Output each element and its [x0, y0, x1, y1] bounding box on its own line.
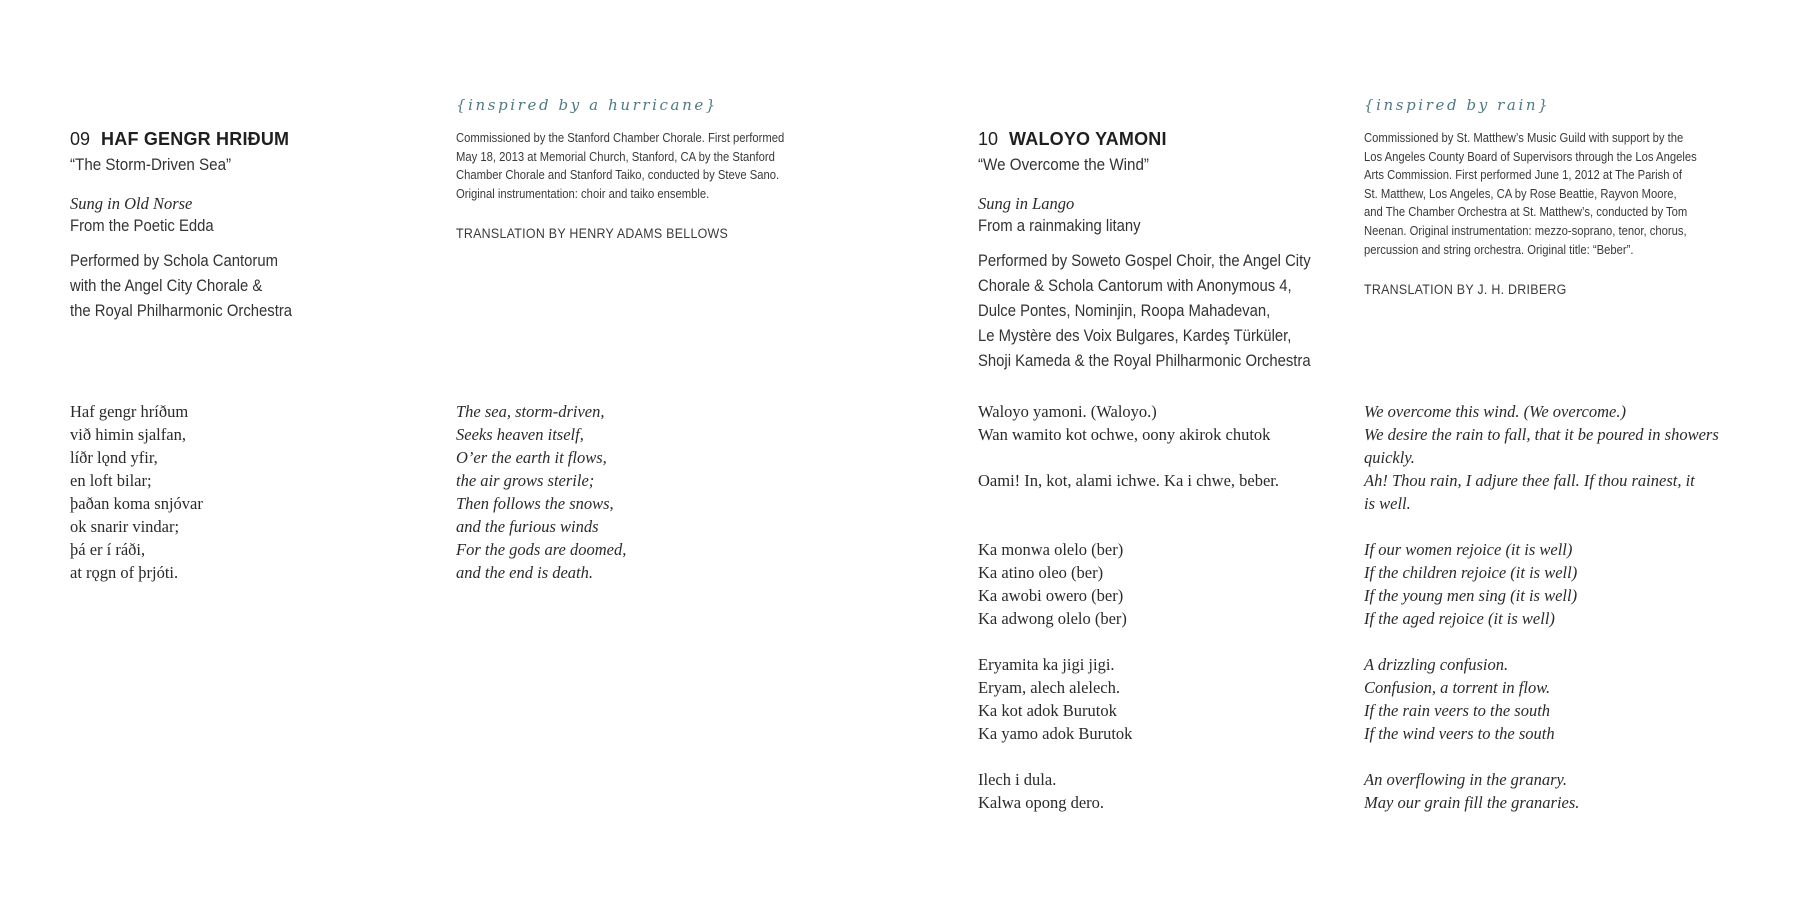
original-lyrics	[70, 400, 203, 584]
lyric-line: þaðan koma snjóvar	[70, 494, 203, 513]
translator-credit: TRANSLATION BY HENRY ADAMS BELLOWS	[456, 226, 729, 241]
track-09-heading	[70, 128, 450, 150]
translation-line: Confusion, a torrent in flow.	[1364, 678, 1551, 697]
note-line: Neenan. Original instrumentation: mezzo-soprano, tenor, chorus,	[1364, 223, 1687, 238]
track-subtitle: “We Overcome the Wind”	[978, 156, 1149, 174]
performers-line: Chorale & Schola Cantorum with Anonymous 4,	[978, 277, 1292, 295]
lyric-line: Ka adwong olelo (ber)	[978, 609, 1127, 628]
commission-notes	[1364, 129, 1784, 259]
lyric-line: Ka atino oleo (ber)	[978, 563, 1104, 582]
translation-line: Seeks heaven itself,	[456, 425, 584, 444]
track-title: WALOYO YAMONI	[1009, 129, 1167, 149]
lyric-line: líðr lǫnd yfir,	[70, 448, 158, 467]
translation-line: If our women rejoice (it is well)	[1364, 540, 1573, 559]
lyric-line: Oami! In, kot, alami ichwe. Ka i chwe, beber.	[978, 471, 1280, 490]
lyric-line: Ka kot adok Burutok	[978, 701, 1117, 720]
translation-line: We overcome this wind. (We overcome.)	[1364, 402, 1626, 421]
language-line: Sung in Lango	[978, 194, 1075, 213]
translation-line: If the rain veers to the south	[1364, 701, 1551, 720]
lyric-line: Kalwa opong dero.	[978, 793, 1105, 812]
original-lyrics	[978, 400, 1279, 814]
translation-line: and the furious winds	[456, 517, 599, 536]
translation-line: is well.	[1364, 494, 1411, 513]
performers-line: with the Angel City Chorale &	[70, 277, 263, 295]
translation-line: If the children rejoice (it is well)	[1364, 563, 1578, 582]
lyric-line: Ka awobi owero (ber)	[978, 586, 1124, 605]
translation-line: May our grain fill the granaries.	[1364, 793, 1580, 812]
translated-lyrics	[1364, 400, 1719, 814]
translation-line: If the aged rejoice (it is well)	[1364, 609, 1555, 628]
translation-line: If the wind veers to the south	[1364, 724, 1555, 743]
note-line: St. Matthew, Los Angeles, CA by Rose Beattie, Rayvon Moore,	[1364, 186, 1677, 201]
track-subtitle: “The Storm-Driven Sea”	[70, 156, 232, 174]
stanza-gap	[1364, 630, 1719, 653]
lyric-line: at rǫgn of þrjóti.	[70, 563, 179, 582]
lyric-line: Haf gengr hríðum	[70, 402, 189, 421]
track-10-info	[978, 128, 1358, 374]
lyric-line: en loft bilar;	[70, 471, 152, 490]
performers-block	[978, 249, 1358, 374]
translation-line: quickly.	[1364, 448, 1415, 467]
performers-block	[70, 249, 450, 324]
performers-line: the Royal Philharmonic Orchestra	[70, 302, 293, 320]
stanza-gap	[978, 745, 1279, 768]
lyric-line: við himin sjalfan,	[70, 425, 186, 444]
translation-line: The sea, storm-driven,	[456, 402, 605, 421]
lyric-line: Ka monwa olelo (ber)	[978, 540, 1124, 559]
performers-line: Dulce Pontes, Nominjin, Roopa Mahadevan,	[978, 302, 1271, 320]
translation-line: A drizzling confusion.	[1364, 655, 1509, 674]
lyric-line: Ilech i dula.	[978, 770, 1057, 789]
performers-line: Shoji Kameda & the Royal Philharmonic Orchestra	[978, 352, 1311, 370]
source-line: From a rainmaking litany	[978, 217, 1141, 235]
language-line: Sung in Old Norse	[70, 194, 193, 213]
translator-credit: TRANSLATION BY J. H. DRIBERG	[1364, 282, 1567, 297]
note-line: Commissioned by the Stanford Chamber Chorale. First performed	[456, 131, 785, 145]
track-10-heading	[978, 128, 1358, 150]
translation-line: If the young men sing (it is well)	[1364, 586, 1578, 605]
performers-line: Performed by Schola Cantorum	[70, 252, 278, 270]
track-title: HAF GENGR HRIÐUM	[101, 129, 290, 149]
stanza-gap	[978, 446, 1279, 469]
lyric-line: Wan wamito kot ochwe, oony akirok chutok	[978, 425, 1271, 444]
note-line: Original instrumentation: choir and taiko ensemble.	[456, 186, 710, 201]
source-line: From the Poetic Edda	[70, 217, 214, 235]
stanza-gap	[978, 492, 1279, 515]
performers-line: Performed by Soweto Gospel Choir, the Angel City	[978, 252, 1311, 270]
translation-line: For the gods are doomed,	[456, 540, 627, 559]
translation-line: the air grows sterile;	[456, 471, 595, 490]
translation-line: Ah! Thou rain, I adjure thee fall. If thou rainest, it	[1364, 471, 1695, 490]
inspiration-caption: {inspired by a hurricane}	[456, 96, 718, 114]
note-line: Arts Commission. First performed June 1, 2012 at The Parish of	[1364, 168, 1683, 183]
translation-line: O’er the earth it flows,	[456, 448, 607, 467]
stanza-gap	[978, 515, 1279, 538]
note-line: May 18, 2013 at Memorial Church, Stanford, CA by the Stanford	[456, 149, 775, 164]
commission-notes	[456, 129, 876, 203]
track-09-info	[70, 128, 450, 324]
translation-line: Then follows the snows,	[456, 494, 614, 513]
inspiration-caption: {inspired by rain}	[1364, 96, 1551, 114]
stanza-gap	[1364, 515, 1719, 538]
lyric-line: Ka yamo adok Burutok	[978, 724, 1133, 743]
translation-line: An overflowing in the granary.	[1364, 770, 1568, 789]
note-line: Los Angeles County Board of Supervisors through the Los Angeles	[1364, 149, 1697, 164]
lyric-line: þá er í ráði,	[70, 540, 146, 559]
translated-lyrics	[456, 400, 626, 584]
lyric-line: Eryamita ka jigi jigi.	[978, 655, 1115, 674]
lyric-line: Eryam, alech alelech.	[978, 678, 1120, 697]
note-line: Chamber Chorale and Stanford Taiko, conducted by Steve Sano.	[456, 168, 780, 183]
track-number: 09	[70, 129, 91, 149]
note-line: Commissioned by St. Matthew’s Music Guild with support by the	[1364, 131, 1684, 145]
note-line: percussion and string orchestra. Original title: “Beber”.	[1364, 242, 1634, 257]
performers-line: Le Mystère des Voix Bulgares, Kardeş Türküler,	[978, 327, 1292, 345]
stanza-gap	[978, 630, 1279, 653]
translation-line: and the end is death.	[456, 563, 594, 582]
right-page	[900, 0, 1800, 905]
stanza-gap	[1364, 745, 1719, 768]
lyric-line: Waloyo yamoni. (Waloyo.)	[978, 402, 1157, 421]
track-number: 10	[978, 129, 999, 149]
translation-line: We desire the rain to fall, that it be poured in showers	[1364, 425, 1719, 444]
note-line: and The Chamber Orchestra at St. Matthew’s, conducted by Tom	[1364, 205, 1688, 220]
lyric-line: ok snarir vindar;	[70, 517, 180, 536]
